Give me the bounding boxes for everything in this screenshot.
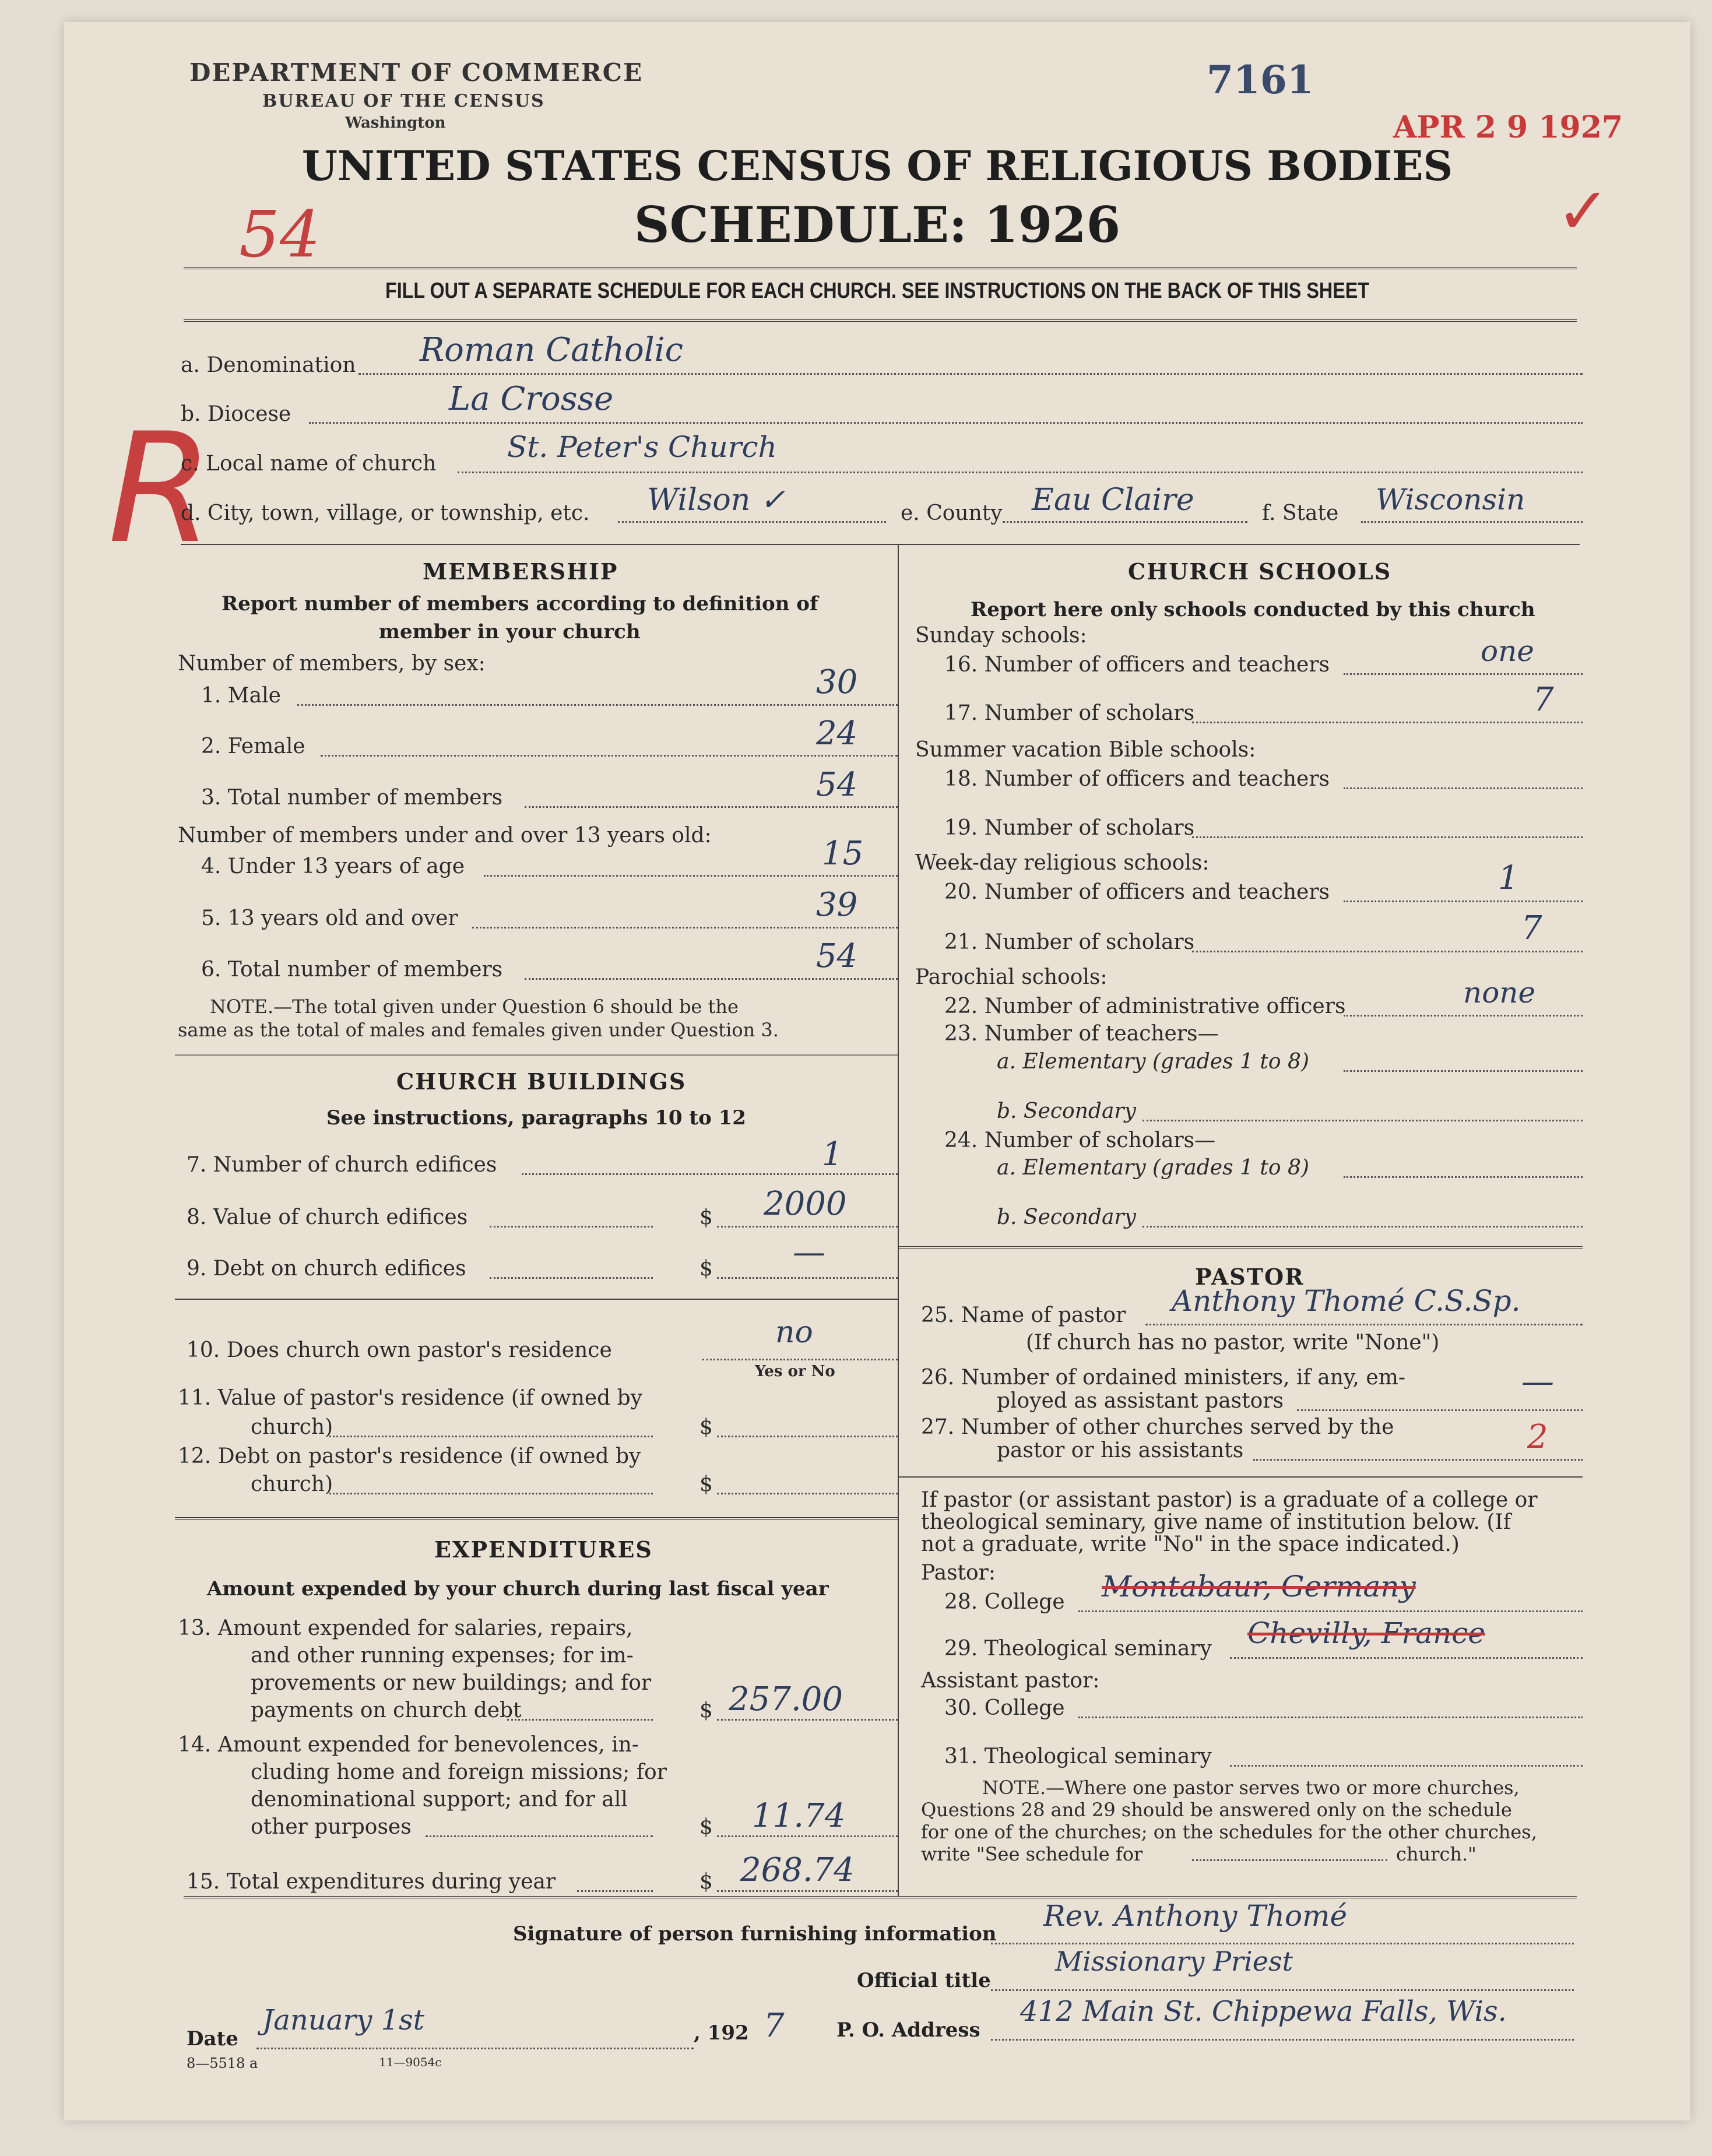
membership-subheading-2: member in your church bbox=[379, 620, 641, 643]
q13-label-4: payments on church debt bbox=[251, 1698, 522, 1722]
red-number-mark: 54 bbox=[239, 197, 321, 272]
q21-label: 21. Number of scholars bbox=[944, 930, 1195, 954]
church-name-field[interactable]: St. Peter's Church bbox=[507, 430, 777, 464]
q30-label: 30. College bbox=[944, 1696, 1065, 1720]
county-label: e. County bbox=[901, 501, 1003, 525]
graduate-instruction-3: not a graduate, write "No" in the space indicated.) bbox=[921, 1532, 1460, 1556]
pastor-note-3: for one of the churches; on the schedules for the other churches, bbox=[921, 1821, 1537, 1843]
fill-line bbox=[1192, 951, 1583, 952]
pastor-heading: PASTOR bbox=[1195, 1264, 1305, 1290]
q24a-label: a. Elementary (grades 1 to 8) bbox=[997, 1156, 1309, 1180]
q4-label: 4. Under 13 years of age bbox=[201, 854, 465, 878]
form-number: 8—5518 a bbox=[187, 2055, 258, 2071]
q11-label-2: church) bbox=[251, 1415, 333, 1439]
fill-line bbox=[1297, 1409, 1583, 1411]
weekday-schools-label: Week-day religious schools: bbox=[915, 851, 1210, 875]
fill-line bbox=[490, 1277, 653, 1279]
q31-field[interactable] bbox=[1230, 1765, 1583, 1767]
yes-or-no-hint: Yes or No bbox=[755, 1363, 835, 1380]
q18-label: 18. Number of officers and teachers bbox=[944, 767, 1330, 791]
divider bbox=[184, 1896, 1577, 1901]
fill-line bbox=[484, 875, 898, 877]
address-label: P. O. Address bbox=[836, 2018, 980, 2042]
fill-line bbox=[717, 1277, 898, 1279]
q8-field[interactable]: 2000 bbox=[764, 1185, 847, 1223]
stamp-number: 7161 bbox=[1207, 57, 1314, 103]
fill-line bbox=[472, 927, 898, 928]
fill-line bbox=[525, 978, 898, 980]
dollar-sign: $ bbox=[699, 1257, 713, 1281]
dollar-sign: $ bbox=[699, 1815, 713, 1839]
fill-line bbox=[490, 1226, 653, 1228]
fill-line bbox=[1344, 673, 1583, 675]
department-name: DEPARTMENT OF COMMERCE bbox=[189, 58, 644, 87]
q3-label: 3. Total number of members bbox=[201, 786, 503, 810]
check-mark-icon: ✓ bbox=[1556, 174, 1611, 248]
fill-line bbox=[618, 521, 886, 523]
q9-field[interactable]: — bbox=[793, 1233, 825, 1271]
form-title: UNITED STATES CENSUS OF RELIGIOUS BODIES bbox=[301, 142, 1453, 190]
q7-label: 7. Number of church edifices bbox=[187, 1153, 497, 1177]
q27-label: 27. Number of other churches served by the bbox=[921, 1415, 1394, 1439]
q24b-field[interactable] bbox=[1142, 1226, 1583, 1228]
divider bbox=[898, 1246, 1583, 1248]
fill-line bbox=[717, 1719, 898, 1721]
graduate-instruction: If pastor (or assistant pastor) is a graduate of a college or bbox=[921, 1488, 1538, 1512]
q13-label: 13. Amount expended for salaries, repairs, bbox=[178, 1616, 633, 1640]
sunday-schools-label: Sunday schools: bbox=[915, 624, 1087, 648]
buildings-heading: CHURCH BUILDINGS bbox=[396, 1068, 687, 1095]
q19-field[interactable] bbox=[1192, 836, 1583, 838]
q23b-field[interactable] bbox=[1142, 1120, 1583, 1121]
fill-line bbox=[1344, 1015, 1583, 1017]
date-field[interactable]: January 1st bbox=[262, 2004, 425, 2037]
assistant-pastor-sublabel: Assistant pastor: bbox=[921, 1669, 1100, 1693]
q9-label: 9. Debt on church edifices bbox=[187, 1257, 466, 1281]
denomination-label: a. Denomination bbox=[181, 353, 356, 377]
official-title-label: Official title bbox=[857, 1969, 991, 1992]
fill-line bbox=[717, 1890, 898, 1892]
signature-field[interactable]: Rev. Anthony Thomé bbox=[1043, 1899, 1348, 1933]
fill-line bbox=[458, 472, 1583, 473]
q15-label: 15. Total expenditures during year bbox=[187, 1870, 556, 1894]
q13-label-2: and other running expenses; for im- bbox=[251, 1644, 634, 1668]
divider bbox=[181, 544, 1580, 545]
divider bbox=[175, 1054, 898, 1056]
q14-label-3: denominational support; and for all bbox=[251, 1788, 628, 1812]
diocese-label: b. Diocese bbox=[181, 402, 291, 426]
fill-line bbox=[426, 1835, 653, 1837]
fill-line bbox=[507, 1719, 653, 1721]
fill-line bbox=[522, 1173, 898, 1175]
q30-field[interactable] bbox=[1078, 1717, 1583, 1718]
expenditures-heading: EXPENDITURES bbox=[434, 1536, 653, 1563]
q27-label-2: pastor or his assistants bbox=[997, 1438, 1244, 1462]
q23a-label: a. Elementary (grades 1 to 8) bbox=[997, 1050, 1309, 1074]
signature-label: Signature of person furnishing information bbox=[513, 1922, 997, 1946]
q10-field[interactable]: no bbox=[775, 1315, 813, 1350]
fill-line bbox=[358, 373, 1583, 375]
instruction-banner: FILL OUT A SEPARATE SCHEDULE FOR EACH CHURCH. SEE INSTRUCTIONS ON THE BACK OF THIS SHEET bbox=[385, 279, 1370, 303]
by-sex-label: Number of members, by sex: bbox=[178, 652, 486, 676]
q17-label: 17. Number of scholars bbox=[944, 701, 1195, 725]
q11-field[interactable] bbox=[717, 1436, 898, 1437]
q23b-label: b. Secondary bbox=[997, 1099, 1136, 1123]
q25-field[interactable]: Anthony Thomé C.S.Sp. bbox=[1172, 1284, 1521, 1318]
q23a-field[interactable] bbox=[1344, 1070, 1583, 1072]
divider bbox=[184, 319, 1577, 324]
q24-label: 24. Number of scholars— bbox=[944, 1128, 1216, 1152]
q16-field[interactable]: one bbox=[1481, 634, 1534, 668]
q26-label-2: ployed as assistant pastors bbox=[997, 1389, 1284, 1413]
fill-line bbox=[1230, 1657, 1583, 1659]
see-schedule-field[interactable] bbox=[1192, 1859, 1387, 1861]
pastor-note-4: write "See schedule for bbox=[921, 1843, 1143, 1865]
received-date-stamp: APR 2 9 1927 bbox=[1393, 110, 1623, 145]
q1-label: 1. Male bbox=[201, 684, 281, 708]
divider bbox=[175, 1517, 898, 1520]
q27-field[interactable]: 2 bbox=[1527, 1418, 1548, 1456]
q21-field[interactable]: 7 bbox=[1521, 909, 1542, 947]
official-title-field[interactable]: Missionary Priest bbox=[1055, 1946, 1293, 1977]
membership-note-2: same as the total of males and females given under Question 3. bbox=[178, 1019, 779, 1041]
schools-subheading: Report here only schools conducted by this church bbox=[971, 598, 1535, 621]
address-field[interactable]: 412 Main St. Chippewa Falls, Wis. bbox=[1020, 1995, 1507, 2028]
q23-label: 23. Number of teachers— bbox=[944, 1022, 1219, 1046]
q13-field[interactable]: 257.00 bbox=[729, 1680, 843, 1718]
q6-label: 6. Total number of members bbox=[201, 958, 503, 982]
q31-label: 31. Theological seminary bbox=[944, 1745, 1212, 1768]
q13-label-3: provements or new buildings; and for bbox=[251, 1671, 652, 1695]
q20-field[interactable]: 1 bbox=[1498, 859, 1519, 897]
q14-label-4: other purposes bbox=[251, 1815, 412, 1839]
graduate-instruction-2: theological seminary, give name of institution below. (If bbox=[921, 1510, 1511, 1534]
membership-note: NOTE.—The total given under Question 6 should be the bbox=[210, 996, 739, 1018]
fill-line bbox=[1192, 722, 1583, 723]
dollar-sign: $ bbox=[699, 1472, 713, 1496]
q22-label: 22. Number of administrative officers bbox=[944, 994, 1346, 1018]
pastor-note-2: Questions 28 and 29 should be answered only on the schedule bbox=[921, 1799, 1512, 1821]
q2-label: 2. Female bbox=[201, 734, 305, 758]
q24a-field[interactable] bbox=[1344, 1176, 1583, 1178]
city-label: d. City, town, village, or township, etc. bbox=[181, 501, 590, 525]
q5-field[interactable]: 39 bbox=[816, 886, 858, 924]
fill-line bbox=[702, 1359, 898, 1360]
divider bbox=[898, 1476, 1583, 1478]
q18-field[interactable] bbox=[1344, 787, 1583, 789]
parochial-schools-label: Parochial schools: bbox=[915, 965, 1108, 989]
q24b-label: b. Secondary bbox=[997, 1205, 1136, 1229]
pastor-note-5: church." bbox=[1396, 1843, 1477, 1865]
denomination-field[interactable]: Roman Catholic bbox=[420, 331, 683, 369]
red-r-mark: R bbox=[108, 401, 213, 577]
summer-schools-label: Summer vacation Bible schools: bbox=[915, 738, 1256, 762]
q14-label: 14. Amount expended for benevolences, in- bbox=[178, 1733, 639, 1757]
city-name: Washington bbox=[345, 114, 446, 132]
q20-label: 20. Number of officers and teachers bbox=[944, 880, 1330, 904]
county-field[interactable]: Eau Claire bbox=[1032, 483, 1194, 518]
q28-field[interactable]: Montabaur, Germany bbox=[1102, 1570, 1416, 1603]
q25-note: (If church has no pastor, write "None") bbox=[1026, 1331, 1440, 1355]
fill-line bbox=[577, 1890, 653, 1892]
q6-field[interactable]: 54 bbox=[816, 937, 858, 975]
divider bbox=[175, 1299, 898, 1300]
fill-line bbox=[991, 2039, 1574, 2041]
fill-line bbox=[717, 1835, 898, 1837]
q12-label: 12. Debt on pastor's residence (if owned by bbox=[178, 1444, 641, 1468]
fill-line bbox=[1253, 1459, 1583, 1461]
date-label: Date bbox=[187, 2027, 238, 2051]
q17-field[interactable]: 7 bbox=[1533, 681, 1554, 719]
fill-line bbox=[1003, 521, 1247, 523]
fill-line bbox=[525, 806, 898, 808]
year-field[interactable]: 7 bbox=[764, 2007, 785, 2045]
state-label: f. State bbox=[1262, 501, 1339, 525]
q7-field[interactable]: 1 bbox=[822, 1135, 843, 1173]
fill-line bbox=[321, 755, 898, 757]
fill-line bbox=[256, 2048, 694, 2049]
divider bbox=[184, 267, 1577, 272]
q12-label-2: church) bbox=[251, 1472, 333, 1496]
q19-label: 19. Number of scholars bbox=[944, 816, 1195, 840]
q29-label: 29. Theological seminary bbox=[944, 1637, 1212, 1661]
buildings-subheading: See instructions, paragraphs 10 to 12 bbox=[326, 1106, 746, 1130]
membership-subheading: Report number of members according to definition of bbox=[222, 592, 818, 616]
expenditures-subheading: Amount expended by your church during last fiscal year bbox=[207, 1577, 829, 1601]
q10-label: 10. Does church own pastor's residence bbox=[187, 1338, 612, 1362]
state-field[interactable]: Wisconsin bbox=[1376, 483, 1525, 516]
city-field[interactable]: Wilson ✓ bbox=[647, 483, 786, 518]
dollar-sign: $ bbox=[699, 1698, 713, 1722]
q12-field[interactable] bbox=[717, 1493, 898, 1494]
fill-line bbox=[297, 704, 898, 706]
dollar-sign: $ bbox=[699, 1415, 713, 1439]
fill-line bbox=[991, 1989, 1574, 1991]
q11-label: 11. Value of pastor's residence (if owned by bbox=[178, 1386, 643, 1410]
fill-line bbox=[1078, 1610, 1583, 1612]
dollar-sign: $ bbox=[699, 1870, 713, 1894]
q2-field[interactable]: 24 bbox=[816, 715, 858, 752]
column-divider bbox=[898, 544, 899, 1896]
by-age-label: Number of members under and over 13 years old: bbox=[178, 824, 712, 847]
q26-label: 26. Number of ordained ministers, if any, em- bbox=[921, 1366, 1405, 1390]
q15-field[interactable]: 268.74 bbox=[740, 1851, 855, 1889]
fill-line bbox=[309, 422, 1583, 424]
q22-field[interactable]: none bbox=[1463, 976, 1536, 1010]
diocese-field[interactable]: La Crosse bbox=[449, 380, 614, 418]
q8-label: 8. Value of church edifices bbox=[187, 1205, 468, 1229]
census-schedule-page bbox=[64, 22, 1690, 2120]
fill-line bbox=[1145, 1324, 1583, 1325]
fill-line bbox=[329, 1493, 653, 1494]
fill-line bbox=[717, 1226, 898, 1228]
q28-label: 28. College bbox=[944, 1590, 1065, 1614]
q25-label: 25. Name of pastor bbox=[921, 1303, 1126, 1327]
q1-field[interactable]: 30 bbox=[816, 663, 858, 701]
q26-field[interactable]: — bbox=[1521, 1363, 1554, 1401]
fill-line bbox=[329, 1436, 653, 1437]
q4-field[interactable]: 15 bbox=[822, 835, 864, 873]
schools-heading: CHURCH SCHOOLS bbox=[1128, 558, 1392, 585]
print-number: 11—9054c bbox=[379, 2055, 442, 2069]
dollar-sign: $ bbox=[699, 1205, 713, 1229]
q14-field[interactable]: 11.74 bbox=[752, 1797, 846, 1835]
q3-field[interactable]: 54 bbox=[816, 766, 858, 804]
q29-field[interactable]: Chevilly, France bbox=[1247, 1616, 1485, 1650]
q14-label-2: cluding home and foreign missions; for bbox=[251, 1760, 667, 1784]
fill-line bbox=[1361, 521, 1583, 523]
schedule-title: SCHEDULE: 1926 bbox=[634, 196, 1121, 254]
q5-label: 5. 13 years old and over bbox=[201, 906, 458, 930]
year-label: , 192 bbox=[694, 2021, 749, 2045]
church-name-label: c. Local name of church bbox=[181, 452, 437, 476]
membership-heading: MEMBERSHIP bbox=[423, 558, 618, 585]
fill-line bbox=[991, 1943, 1574, 1944]
fill-line bbox=[1344, 901, 1583, 902]
pastor-sublabel: Pastor: bbox=[921, 1561, 996, 1585]
pastor-note: NOTE.—Where one pastor serves two or more churches, bbox=[982, 1777, 1520, 1799]
bureau-name: BUREAU OF THE CENSUS bbox=[262, 91, 545, 111]
q16-label: 16. Number of officers and teachers bbox=[944, 653, 1330, 677]
